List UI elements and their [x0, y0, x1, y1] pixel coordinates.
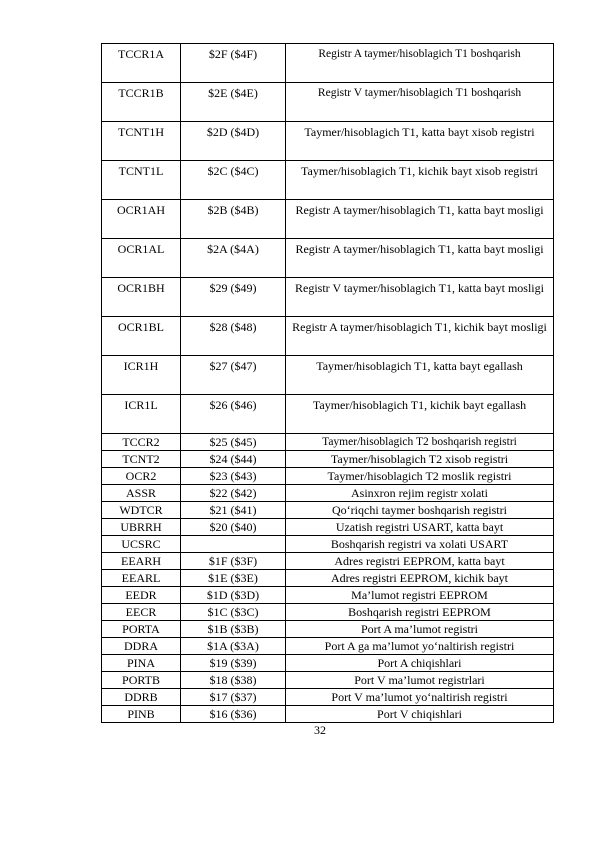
table-row [102, 689, 554, 706]
register-name: WDTCR [102, 502, 181, 519]
table-row [102, 706, 554, 723]
register-name: OCR1AH [102, 200, 181, 239]
register-description: Registr A taymer/hisoblagich T1 boshqarish [286, 44, 554, 83]
register-name: ASSR [102, 485, 181, 502]
register-name: TCCR1B [102, 83, 181, 122]
table-row [102, 395, 554, 434]
register-address: $17 ($37) [181, 689, 286, 706]
register-description: Taymer/hisoblagich T1, kichik bayt xisob registri [286, 161, 554, 200]
register-name: TCNT1L [102, 161, 181, 200]
table-row [102, 200, 554, 239]
table-row [102, 356, 554, 395]
register-description: Taymer/hisoblagich T1, katta bayt egallash [286, 356, 554, 395]
register-table [101, 43, 554, 723]
register-name: PORTA [102, 621, 181, 638]
register-name: DDRB [102, 689, 181, 706]
register-name: OCR2 [102, 468, 181, 485]
register-description: Ma’lumot registri EEPROM [286, 587, 554, 604]
register-address: $2C ($4C) [181, 161, 286, 200]
register-name: OCR1BL [102, 317, 181, 356]
register-address: $20 ($40) [181, 519, 286, 536]
table-row [102, 451, 554, 468]
register-name: EEDR [102, 587, 181, 604]
register-name: EEARH [102, 553, 181, 570]
register-description: Registr A taymer/hisoblagich T1, katta bayt mosligi [286, 200, 554, 239]
register-name: PINB [102, 706, 181, 723]
register-address: $2D ($4D) [181, 122, 286, 161]
register-address: $2E ($4E) [181, 83, 286, 122]
register-address: $2F ($4F) [181, 44, 286, 83]
register-name: OCR1BH [102, 278, 181, 317]
table-row [102, 638, 554, 655]
register-description: Qo‘riqchi taymer boshqarish registri [286, 502, 554, 519]
register-address: $24 ($44) [181, 451, 286, 468]
table-row [102, 587, 554, 604]
register-description: Port A ga ma’lumot yo‘naltirish registri [286, 638, 554, 655]
table-row [102, 44, 554, 83]
table-row [102, 83, 554, 122]
register-address: $1B ($3B) [181, 621, 286, 638]
register-description: Taymer/hisoblagich T2 moslik registri [286, 468, 554, 485]
register-name: ICR1L [102, 395, 181, 434]
register-address [181, 536, 286, 553]
register-address: $1F ($3F) [181, 553, 286, 570]
register-description: Boshqarish registri EEPROM [286, 604, 554, 621]
register-description: Taymer/hisoblagich T2 xisob registri [286, 451, 554, 468]
page-number: 32 [314, 723, 326, 737]
register-address: $18 ($38) [181, 672, 286, 689]
register-address: $1A ($3A) [181, 638, 286, 655]
table-row [102, 621, 554, 638]
table-row [102, 519, 554, 536]
register-name: DDRA [102, 638, 181, 655]
table-row [102, 655, 554, 672]
table-row [102, 317, 554, 356]
table-row [102, 672, 554, 689]
table-row [102, 239, 554, 278]
table-row [102, 122, 554, 161]
register-address: $26 ($46) [181, 395, 286, 434]
register-description: Adres registri EEPROM, kichik bayt [286, 570, 554, 587]
register-description: Port V ma’lumot registrlari [286, 672, 554, 689]
register-address: $21 ($41) [181, 502, 286, 519]
table-row [102, 570, 554, 587]
register-name: TCCR1A [102, 44, 181, 83]
register-address: $1D ($3D) [181, 587, 286, 604]
register-name: EEARL [102, 570, 181, 587]
register-address: $23 ($43) [181, 468, 286, 485]
register-description: Taymer/hisoblagich T2 boshqarish registri [286, 434, 554, 451]
register-address: $27 ($47) [181, 356, 286, 395]
register-address: $2A ($4A) [181, 239, 286, 278]
table-row [102, 485, 554, 502]
register-address: $2B ($4B) [181, 200, 286, 239]
table-row [102, 502, 554, 519]
register-description: Registr V taymer/hisoblagich T1 boshqarish [286, 83, 554, 122]
register-name: UBRRH [102, 519, 181, 536]
register-address: $16 ($36) [181, 706, 286, 723]
register-name: TCCR2 [102, 434, 181, 451]
register-name: PINA [102, 655, 181, 672]
register-description: Port V chiqishlari [286, 706, 554, 723]
register-description: Taymer/hisoblagich T1, katta bayt xisob registri [286, 122, 554, 161]
table-row [102, 434, 554, 451]
register-description: Asinxron rejim registr xolati [286, 485, 554, 502]
register-name: PORTB [102, 672, 181, 689]
table-row [102, 604, 554, 621]
register-description: Registr A taymer/hisoblagich T1, kichik bayt mosligi [286, 317, 554, 356]
register-description: Registr A taymer/hisoblagich T1, katta bayt mosligi [286, 239, 554, 278]
table-row [102, 553, 554, 570]
register-name: EECR [102, 604, 181, 621]
register-address: $1C ($3C) [181, 604, 286, 621]
table-row [102, 468, 554, 485]
register-name: TCNT2 [102, 451, 181, 468]
register-name: TCNT1H [102, 122, 181, 161]
register-description: Taymer/hisoblagich T1, kichik bayt egallash [286, 395, 554, 434]
register-name: OCR1AL [102, 239, 181, 278]
table-row [102, 161, 554, 200]
register-description: Adres registri EEPROM, katta bayt [286, 553, 554, 570]
register-address: $19 ($39) [181, 655, 286, 672]
register-description: Uzatish registri USART, katta bayt [286, 519, 554, 536]
register-description: Registr V taymer/hisoblagich T1, katta bayt mosligi [286, 278, 554, 317]
table-row [102, 278, 554, 317]
register-address: $25 ($45) [181, 434, 286, 451]
register-description: Port A chiqishlari [286, 655, 554, 672]
register-address: $22 ($42) [181, 485, 286, 502]
table-row [102, 536, 554, 553]
register-address: $29 ($49) [181, 278, 286, 317]
register-description: Port A ma’lumot registri [286, 621, 554, 638]
register-address: $28 ($48) [181, 317, 286, 356]
register-name: UCSRC [102, 536, 181, 553]
register-description: Boshqarish registri va xolati USART [286, 536, 554, 553]
register-description: Port V ma’lumot yo‘naltirish registri [286, 689, 554, 706]
register-address: $1E ($3E) [181, 570, 286, 587]
register-name: ICR1H [102, 356, 181, 395]
